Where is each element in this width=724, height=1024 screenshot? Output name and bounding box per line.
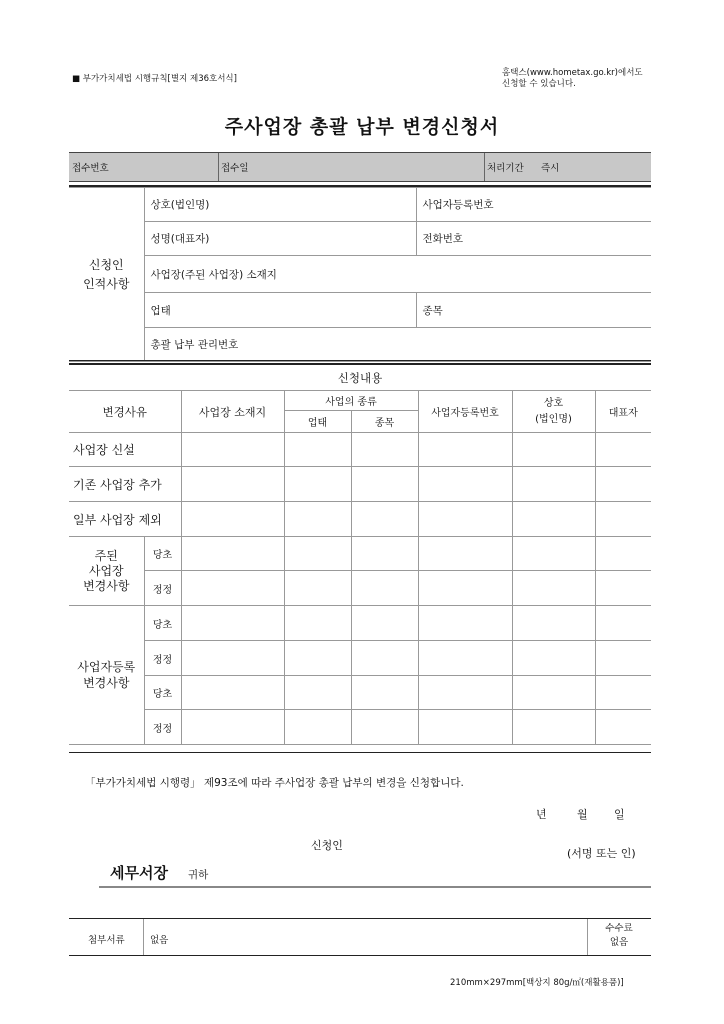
- reg-change-line1: 사업자등록: [77, 660, 136, 674]
- input-cell[interactable]: [595, 641, 651, 676]
- input-cell[interactable]: [351, 433, 418, 467]
- form-reference: ■ 부가가치세법 시행규칙[별지 제36호서식]: [72, 74, 237, 84]
- input-cell[interactable]: [284, 571, 351, 606]
- input-cell[interactable]: [512, 676, 595, 710]
- original-label: 당초: [144, 606, 181, 641]
- corrected-label: 정정: [144, 571, 181, 606]
- input-cell[interactable]: [351, 676, 418, 710]
- paper-spec: 210mm×297mm[백상지 80g/㎡(재활용품)]: [450, 978, 624, 988]
- input-cell[interactable]: [181, 710, 284, 745]
- address-field[interactable]: 사업장(주된 사업장) 소재지: [144, 256, 651, 293]
- date-month-label: 월: [577, 808, 588, 821]
- reception-bar: [69, 152, 651, 182]
- col-reg-no: 사업자등록번호: [418, 391, 512, 433]
- input-cell[interactable]: [351, 571, 418, 606]
- processing-period-label: 처리기간: [487, 163, 524, 174]
- application-section-title: 신청내용: [337, 371, 383, 385]
- corrected-label: 정정: [144, 641, 181, 676]
- trade-name-field[interactable]: 상호(법인명): [144, 188, 416, 222]
- hometax-notice-line2: 신청할 수 있습니다.: [502, 79, 576, 89]
- input-cell[interactable]: [351, 641, 418, 676]
- table-row: [69, 676, 651, 710]
- input-cell[interactable]: [284, 710, 351, 745]
- col-trade-name: [512, 391, 595, 433]
- input-cell[interactable]: [595, 537, 651, 571]
- page-title: 주사업장 총괄 납부 변경신청서: [224, 116, 500, 138]
- input-cell[interactable]: [418, 537, 512, 571]
- table-row: [69, 710, 651, 745]
- input-cell[interactable]: [512, 433, 595, 467]
- main-change-line3: 변경사항: [83, 578, 130, 593]
- table-row: [69, 641, 651, 676]
- input-cell[interactable]: [351, 710, 418, 745]
- input-cell[interactable]: [284, 641, 351, 676]
- attachments-label: 첨부서류: [88, 935, 125, 946]
- main-change-line2: 사업장: [88, 563, 124, 578]
- input-cell[interactable]: [512, 467, 595, 502]
- input-cell[interactable]: [351, 606, 418, 641]
- input-cell[interactable]: [418, 467, 512, 502]
- phone-field[interactable]: 전화번호: [416, 222, 651, 256]
- col-trade-name-line1: 상호: [543, 397, 564, 409]
- honorific-label: 귀하: [188, 869, 209, 881]
- input-cell[interactable]: [351, 537, 418, 571]
- input-cell[interactable]: [284, 676, 351, 710]
- input-cell[interactable]: [512, 710, 595, 745]
- input-cell[interactable]: [595, 571, 651, 606]
- input-cell[interactable]: [284, 467, 351, 502]
- applicant-label-line2: 인적사항: [83, 276, 130, 291]
- fee-label: 수수료: [605, 923, 633, 934]
- business-type-field[interactable]: 업태: [144, 293, 416, 328]
- declaration-statement: 「부가가치세법 시행령」 제93조에 따라 주사업장 총괄 납부의 변경을 신청합니다.: [85, 777, 464, 789]
- input-cell[interactable]: [418, 571, 512, 606]
- col-trade-name-line2: (법인명): [535, 413, 572, 425]
- input-cell[interactable]: [418, 676, 512, 710]
- business-item-field[interactable]: 종목: [416, 293, 651, 328]
- row-exclude-site: 일부 사업장 제외: [69, 502, 181, 537]
- input-cell[interactable]: [595, 606, 651, 641]
- receipt-date-label: 접수일: [221, 163, 249, 174]
- input-cell[interactable]: [284, 433, 351, 467]
- business-reg-no-field[interactable]: 사업자등록번호: [416, 188, 651, 222]
- reg-change-line2: 변경사항: [83, 676, 130, 690]
- input-cell[interactable]: [181, 467, 284, 502]
- original-label: 당초: [144, 537, 181, 571]
- input-cell[interactable]: [512, 537, 595, 571]
- table-row: [69, 571, 651, 606]
- tax-office-label: 세무서장: [110, 864, 168, 882]
- row-reg-change: [69, 606, 144, 745]
- input-cell[interactable]: [181, 537, 284, 571]
- input-cell[interactable]: [595, 676, 651, 710]
- input-cell[interactable]: [284, 537, 351, 571]
- table-row: [69, 467, 651, 502]
- fee-value: 없음: [609, 937, 629, 948]
- input-cell[interactable]: [351, 502, 418, 537]
- input-cell[interactable]: [512, 571, 595, 606]
- col-business-item: 종목: [351, 411, 418, 433]
- input-cell[interactable]: [418, 502, 512, 537]
- input-cell[interactable]: [418, 641, 512, 676]
- input-cell[interactable]: [595, 710, 651, 745]
- applicant-info-table: [69, 187, 651, 362]
- mgmt-number-field[interactable]: 총괄 납부 관리번호: [144, 328, 651, 362]
- applicant-label-line1: 신청인: [88, 257, 124, 272]
- input-cell[interactable]: [418, 710, 512, 745]
- applicant-sign-label: 신청인: [311, 839, 343, 852]
- input-cell[interactable]: [512, 502, 595, 537]
- row-new-site: 사업장 신설: [69, 433, 181, 467]
- table-row: [69, 502, 651, 537]
- input-cell[interactable]: [512, 606, 595, 641]
- input-cell[interactable]: [418, 606, 512, 641]
- input-cell[interactable]: [512, 641, 595, 676]
- input-cell[interactable]: [418, 433, 512, 467]
- col-business-type: 업태: [284, 411, 351, 433]
- date-year-label: 년: [536, 808, 547, 821]
- input-cell[interactable]: [181, 641, 284, 676]
- application-table: [69, 390, 651, 745]
- input-cell[interactable]: [595, 433, 651, 467]
- attachments-value: 없음: [150, 935, 169, 946]
- signature-label[interactable]: (서명 또는 인): [567, 847, 636, 860]
- input-cell[interactable]: [351, 467, 418, 502]
- table-row: [69, 537, 651, 571]
- original-label: 당초: [144, 676, 181, 710]
- input-cell[interactable]: [284, 606, 351, 641]
- fee-cell: [587, 922, 651, 950]
- row-main-site-change: [69, 537, 144, 606]
- table-row: [69, 606, 651, 641]
- input-cell[interactable]: [181, 571, 284, 606]
- input-cell[interactable]: [181, 676, 284, 710]
- col-reason: 변경사유: [69, 391, 181, 433]
- input-cell[interactable]: [181, 606, 284, 641]
- col-representative: 대표자: [595, 391, 651, 433]
- input-cell[interactable]: [181, 502, 284, 537]
- representative-field[interactable]: 성명(대표자): [144, 222, 416, 256]
- date-day-label: 일: [614, 808, 625, 821]
- receipt-number-label: 접수번호: [72, 163, 109, 174]
- corrected-label: 정정: [144, 710, 181, 745]
- input-cell[interactable]: [595, 502, 651, 537]
- input-cell[interactable]: [284, 502, 351, 537]
- table-row: [69, 433, 651, 467]
- input-cell[interactable]: [595, 467, 651, 502]
- input-cell[interactable]: [181, 433, 284, 467]
- hometax-notice: [502, 68, 643, 90]
- row-add-site: 기존 사업장 추가: [69, 467, 181, 502]
- processing-period-value: 즉시: [541, 163, 560, 174]
- col-business-kind: 사업의 종류: [284, 391, 418, 411]
- col-location: 사업장 소재지: [181, 391, 284, 433]
- main-change-line1: 주된: [94, 548, 118, 563]
- applicant-section-label: [69, 188, 144, 362]
- hometax-notice-line1: 홈택스(www.hometax.go.kr)에서도: [502, 68, 643, 78]
